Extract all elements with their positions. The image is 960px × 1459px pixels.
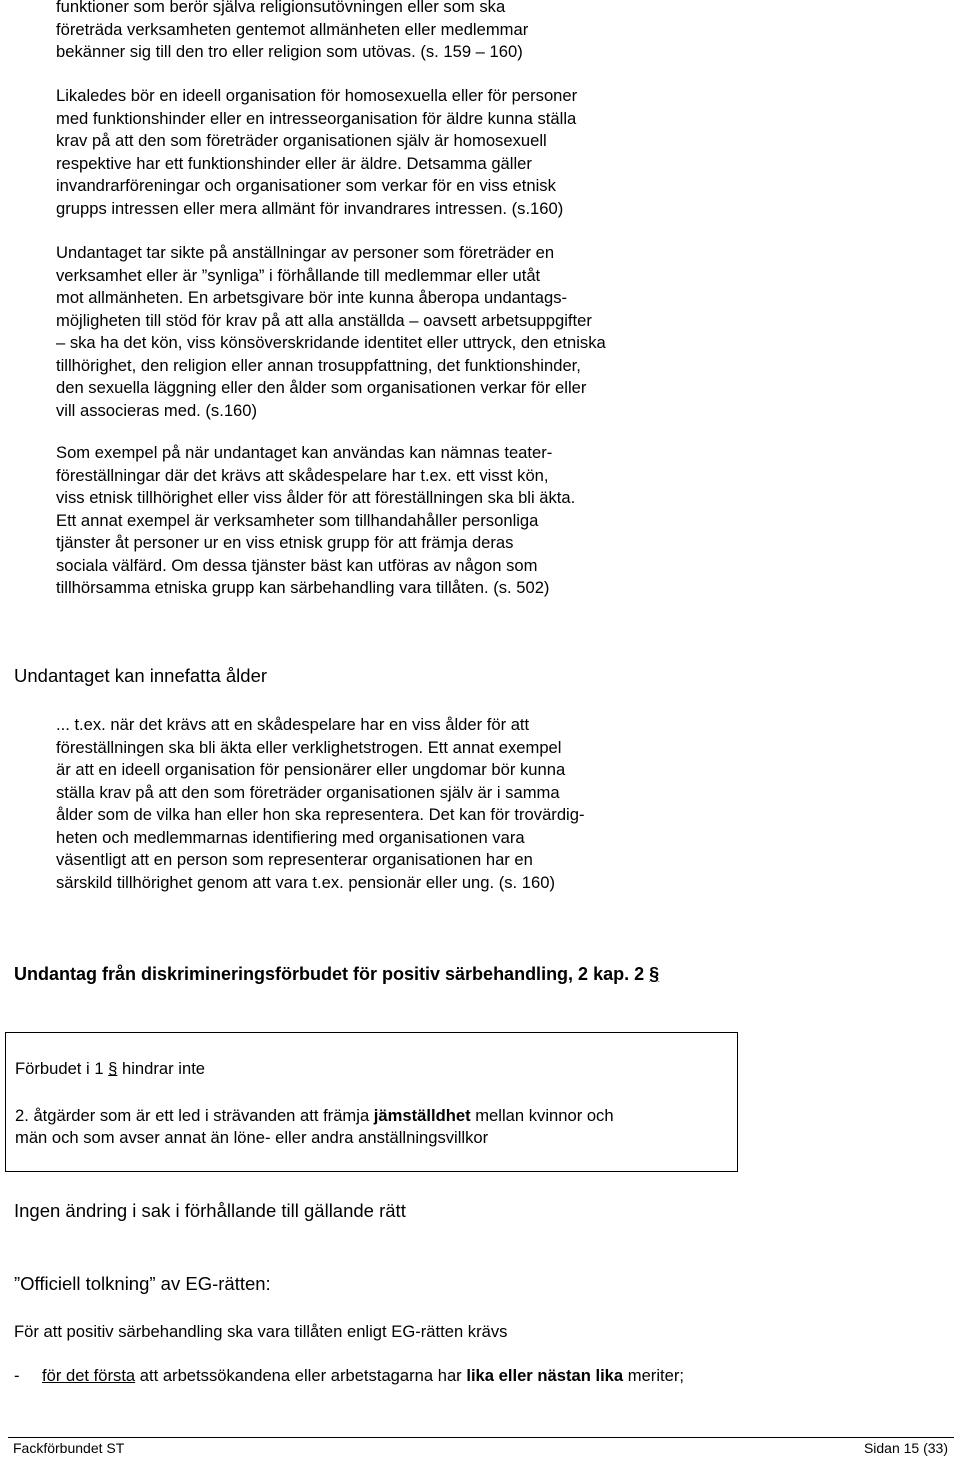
text-line: tillhörighet, den religion eller annan trosuppfattning, det funktionshinder, <box>56 355 581 375</box>
text-line: ... t.ex. när det krävs att en skådespelare har en viss ålder för att <box>56 715 530 734</box>
text-line: Likaledes bör en ideell organisation för homosexuella eller för personer <box>56 86 578 105</box>
text-line: Ett annat exempel är verksamheter som tillhandahåller personliga <box>56 510 539 530</box>
text-line: Som exempel på när undantaget kan användas kan nämnas teater- <box>56 443 553 462</box>
text-line: krav på att den som företräder organisationen själv är homosexuell <box>56 131 547 150</box>
text-line: möjligheten till stöd för krav på att alla anställda – oavsett arbetsuppgifter <box>56 310 592 330</box>
text-line: med funktionshinder eller en intresseorganisation för äldre kunna ställa <box>56 108 577 128</box>
text-line: väsentligt att en person som representerar organisationen har en <box>56 850 533 869</box>
text-line: viss etnisk tillhörighet eller viss ålder för att föreställningen ska bli äkta. <box>56 488 576 507</box>
box-bold-term: jämställdhet <box>373 1106 471 1125</box>
text-line: särskild tillhörighet genom att vara t.ex. pensionär eller ung. (s. 160) <box>56 872 555 892</box>
bullet-text: att arbetssökandena eller arbetstagarna har <box>135 1366 467 1385</box>
box-text: 2. åtgärder som är ett led i strävanden att främja <box>15 1106 374 1125</box>
text-line: tjänster åt personer ur en viss etnisk grupp för att främja deras <box>56 533 514 552</box>
text-line: företräda verksamheten gentemot allmänheten eller medlemmar <box>56 19 529 39</box>
legal-text-box <box>5 1032 738 1172</box>
box-text: mellan kvinnor och <box>470 1106 614 1125</box>
text-line: funktioner som berör själva religionsutövningen eller som ska <box>56 0 506 16</box>
text-line: respektive har ett funktionshinder eller är äldre. Detsamma gäller <box>56 153 532 173</box>
text-line: invandrarföreningar och organisationer som verkar för en viss etnisk <box>56 176 556 195</box>
footer-divider <box>8 1437 954 1438</box>
text-line: ålder som de vilka han eller hon ska representera. Det kan för trovärdig- <box>56 805 585 824</box>
text-line: ställa krav på att den som företräder organisationen själv är i samma <box>56 782 560 802</box>
heading-official-interpretation: ”Officiell tolkning” av EG-rätten: <box>14 1273 271 1294</box>
text-line: tillhörsamma etniska grupp kan särbehandling vara tillåten. (s. 502) <box>56 578 550 597</box>
section-symbol: § <box>649 964 660 984</box>
text-line: den sexuella läggning eller den ålder som organisationen verkar för eller <box>56 378 587 397</box>
text-line: föreställningen ska bli äkta eller verklighetstrogen. Ett annat exempel <box>56 737 562 757</box>
footer-organisation: Fackförbundet ST <box>13 1440 125 1456</box>
bullet-bold: lika eller nästan lika <box>466 1366 624 1385</box>
requirement-intro: För att positiv särbehandling ska vara tillåten enligt EG-rätten krävs <box>14 1322 508 1341</box>
paragraph-age-exception <box>56 714 716 894</box>
text-line: verksamhet eller är ”synliga” i förhållande till medlemmar eller utåt <box>56 265 541 285</box>
box-line-3: män och som avser annat än löne- eller andra anställningsvillkor <box>15 1128 489 1147</box>
text-line: föreställningar där det krävs att skådespelare har t.ex. ett visst kön, <box>56 465 549 485</box>
bullet-dash: - <box>14 1366 20 1385</box>
paragraph-ideal-organisation <box>56 85 716 220</box>
bullet-item <box>42 1366 684 1386</box>
section-symbol: § <box>108 1059 118 1078</box>
text-line: heten och medlemmarnas identifiering med organisationen vara <box>56 827 525 847</box>
box-line-1 <box>15 1058 205 1081</box>
paragraph-continued <box>56 0 716 64</box>
box-line-2 <box>15 1105 614 1128</box>
footer-page-number: Sidan 15 (33) <box>863 1440 948 1456</box>
paragraph-examples <box>56 442 716 600</box>
text-line: är att en ideell organisation för pensionärer eller ungdomar bör kunna <box>56 760 566 779</box>
bullet-text: meriter; <box>623 1366 684 1385</box>
text-line: bekänner sig till den tro eller religion som utövas. (s. 159 – 160) <box>56 42 523 61</box>
text-line: Undantaget tar sikte på anställningar av personer som företräder en <box>56 243 555 262</box>
bullet-underlined: för det första <box>42 1366 136 1385</box>
heading-age: Undantaget kan innefatta ålder <box>14 665 268 686</box>
paragraph-exception-scope <box>56 242 716 422</box>
heading-text: Undantag från diskrimineringsförbudet för positiv särbehandling, 2 kap. 2 <box>14 964 645 984</box>
heading-no-change: Ingen ändring i sak i förhållande till gällande rätt <box>14 1200 406 1221</box>
text-line: sociala välfärd. Om dessa tjänster bäst kan utföras av någon som <box>56 555 538 575</box>
text-line: mot allmänheten. En arbetsgivare bör inte kunna åberopa undantags- <box>56 288 568 307</box>
text-line: vill associeras med. (s.160) <box>56 400 258 420</box>
box-text: hindrar inte <box>117 1059 206 1078</box>
text-line: grupps intressen eller mera allmänt för invandrares intressen. (s.160) <box>56 198 564 218</box>
text-line: – ska ha det kön, viss könsöverskridande identitet eller uttryck, den etniska <box>56 333 606 352</box>
box-text: Förbudet i 1 <box>15 1059 109 1078</box>
heading-positive-discrimination <box>14 964 659 985</box>
